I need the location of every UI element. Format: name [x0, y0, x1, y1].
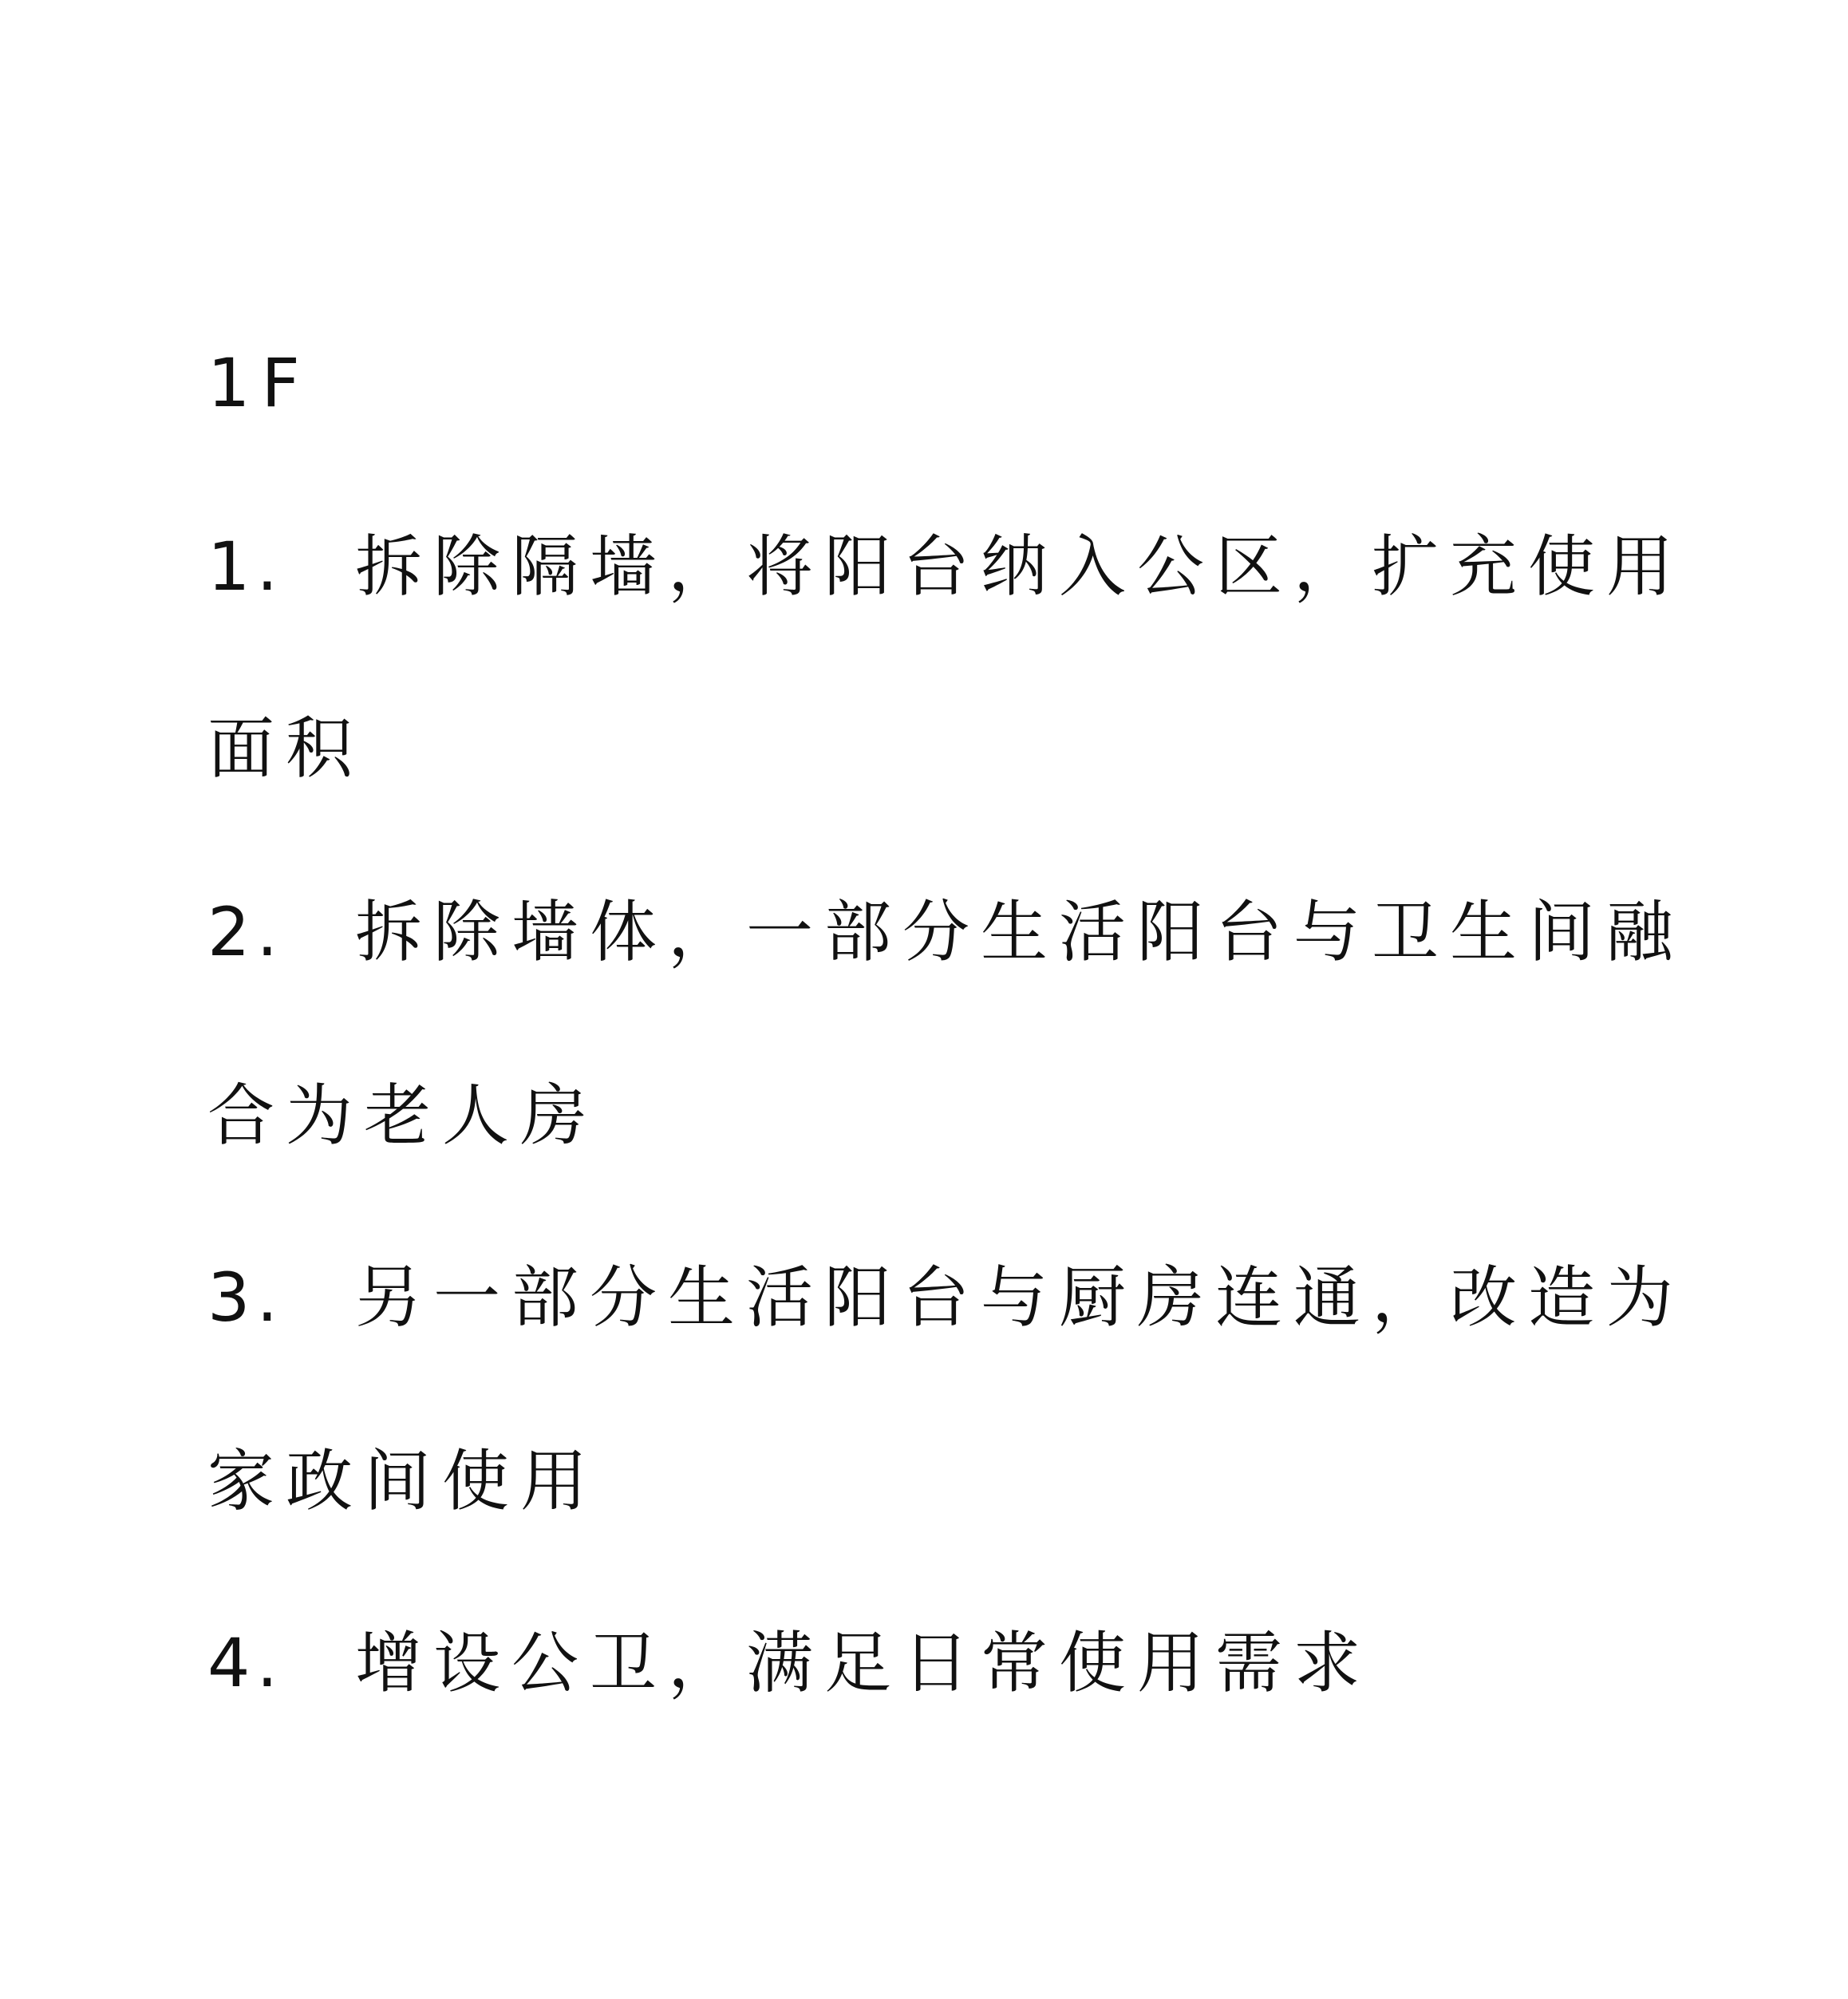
list-item-2-continuation: 合为老人房 — [207, 1077, 599, 1155]
list-item-4 — [207, 1623, 1372, 1703]
list-item-2-number: 2. — [207, 893, 285, 971]
list-item-3-number: 3. — [207, 1258, 285, 1337]
list-item-1-continuation: 面积 — [207, 709, 365, 788]
list-item-2 — [207, 892, 1684, 972]
list-item-4-text: 增设公卫，满足日常使用需求 — [355, 1624, 1372, 1702]
list-item-3-text: 另一部分生活阳台与厨房连通，改造为 — [355, 1258, 1685, 1337]
list-item-3-continuation: 家政间使用 — [207, 1442, 599, 1520]
list-item-3 — [207, 1258, 1684, 1337]
list-item-1-number: 1. — [207, 527, 285, 606]
list-item-1-text: 拆除隔墙，将阳台纳入公区，扩充使用 — [355, 527, 1685, 606]
list-item-4-number: 4. — [207, 1624, 285, 1702]
floor-heading: 1F — [207, 344, 311, 422]
list-item-2-text: 拆除墙体，一部分生活阳台与卫生间融 — [355, 893, 1685, 971]
list-item-1 — [207, 527, 1684, 606]
